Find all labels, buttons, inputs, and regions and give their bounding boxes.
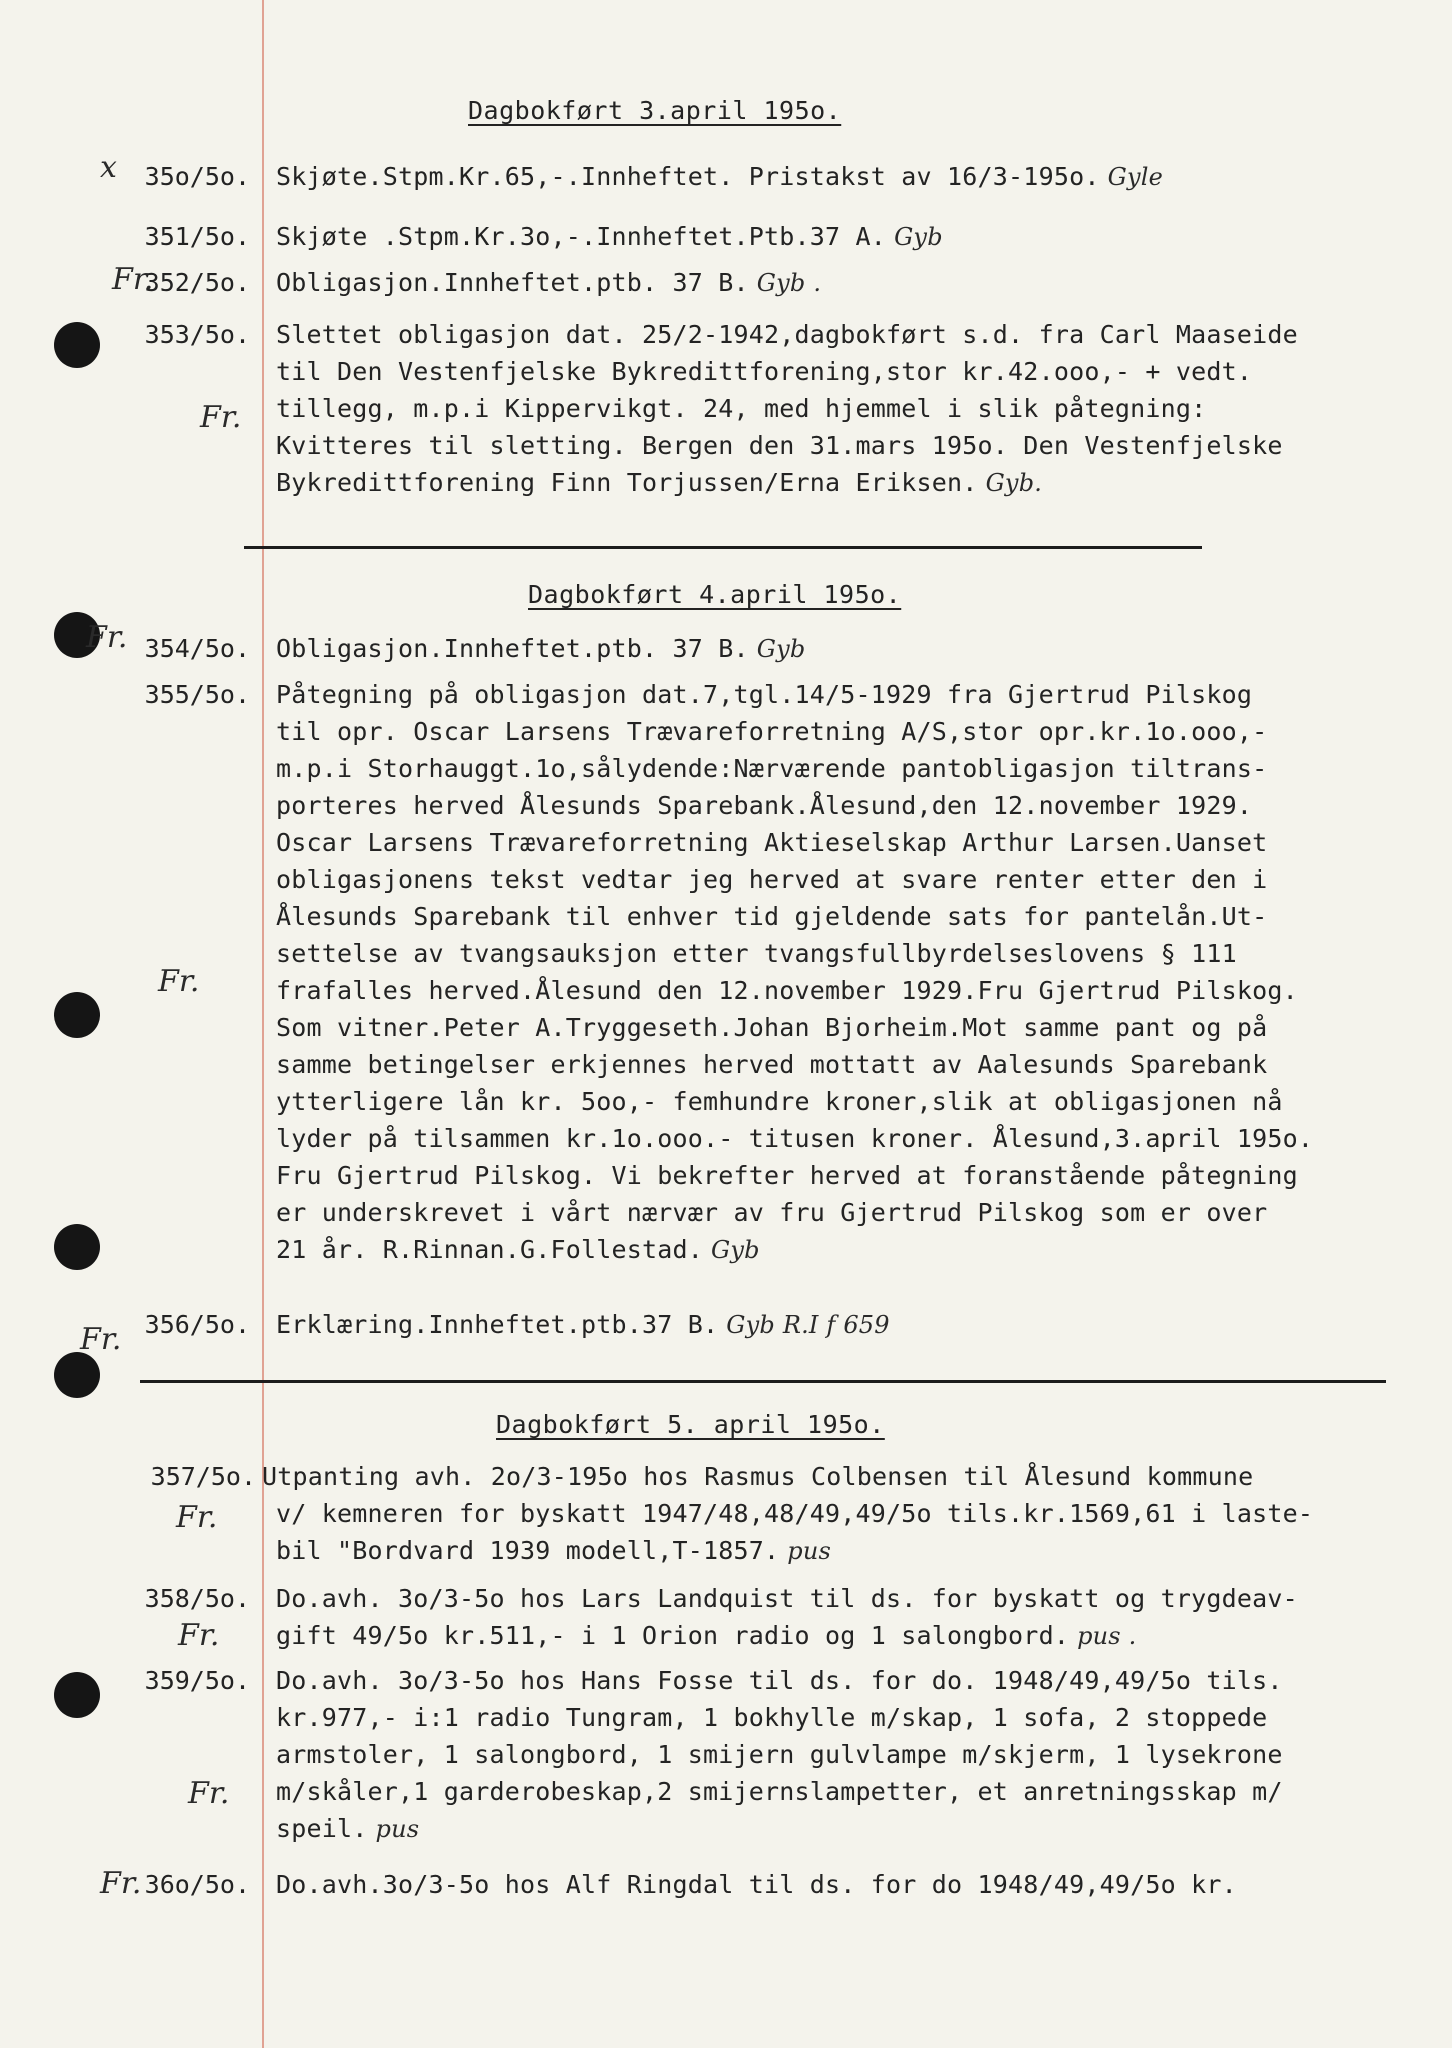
binder-hole <box>54 992 100 1038</box>
signature: Gyb <box>894 223 943 251</box>
entry-line: Bykredittforening Finn Torjussen/Erna Eriksen. Gyb. <box>276 468 1043 497</box>
entry-number: 35o/5o. <box>144 162 250 191</box>
signature: Gyb R.I f 659 <box>726 1311 890 1339</box>
entry-line: m/skåler,1 garderobeskap,2 smijernslampetter, et anretningsskap m/ <box>276 1777 1283 1806</box>
entry-line: Obligasjon.Innheftet.ptb. 37 B. Gyb . <box>276 268 822 297</box>
entry-line: er underskrevet i vårt nærvær av fru Gjertrud Pilskog som er over <box>276 1198 1268 1227</box>
entry-line: speil. pus <box>276 1814 420 1843</box>
signature: Gyb . <box>756 269 822 297</box>
signature: pus <box>787 1537 832 1565</box>
margin-note: Fr. <box>80 1322 122 1357</box>
signature: Gyb. <box>985 469 1043 497</box>
entry-line: Oscar Larsens Trævareforretning Aktieselskap Arthur Larsen.Uanset <box>276 828 1268 857</box>
section-heading: Dagbokført 5. april 195o. <box>496 1410 885 1439</box>
entry-line: tillegg, m.p.i Kippervikgt. 24, med hjemmel i slik påtegning: <box>276 394 1207 423</box>
entry-line: Fru Gjertrud Pilskog. Vi bekrefter herved at foranstående påtegning <box>276 1161 1298 1190</box>
entry-line: Ålesunds Sparebank til enhver tid gjeldende sats for pantelån.Ut- <box>276 902 1268 931</box>
section-heading: Dagbokført 3.april 195o. <box>468 96 842 125</box>
entry-line: Påtegning på obligasjon dat.7,tgl.14/5-1929 fra Gjertrud Pilskog <box>276 680 1253 709</box>
signature: pus <box>375 1815 420 1843</box>
entry-number: 352/5o. <box>144 268 250 297</box>
entry-line: frafalles herved.Ålesund den 12.november 1929.Fru Gjertrud Pilskog. <box>276 976 1298 1005</box>
entry-line: Slettet obligasjon dat. 25/2-1942,dagbokført s.d. fra Carl Maaseide <box>276 320 1298 349</box>
entry-line: Erklæring.Innheftet.ptb.37 B. Gyb R.I f 659 <box>276 1310 890 1339</box>
signature: Gyb <box>756 635 806 663</box>
entry-number: 355/5o. <box>144 680 250 709</box>
entry-line: armstoler, 1 salongbord, 1 smijern gulvlampe m/skjerm, 1 lysekrone <box>276 1740 1283 1769</box>
entry-number: 357/5o. <box>150 1462 256 1491</box>
entry-line: til opr. Oscar Larsens Trævareforretning A/S,stor opr.kr.1o.ooo,- <box>276 717 1268 746</box>
entry-line: v/ kemneren for byskatt 1947/48,48/49,49/5o tils.kr.1569,61 i laste- <box>276 1499 1314 1528</box>
entry-line: Obligasjon.Innheftet.ptb. 37 B. Gyb <box>276 634 806 663</box>
binder-hole <box>54 1352 100 1398</box>
entry-line: Kvitteres til sletting. Bergen den 31.mars 195o. Den Vestenfjelske <box>276 431 1283 460</box>
entry-number: 351/5o. <box>144 222 250 251</box>
entry-number: 359/5o. <box>144 1666 250 1695</box>
entry-line: Skjøte .Stpm.Kr.3o,-.Innheftet.Ptb.37 A. Gyb <box>276 222 943 251</box>
section-divider <box>140 1380 1386 1383</box>
margin-note: Fr. <box>158 964 200 999</box>
entry-line: til Den Vestenfjelske Bykredittforening,stor kr.42.ooo,- + vedt. <box>276 357 1253 386</box>
entry-number: 36o/5o. <box>144 1870 250 1899</box>
entry-line: settelse av tvangsauksjon etter tvangsfullbyrdelseslovens § 111 <box>276 939 1237 968</box>
entry-line: Do.avh. 3o/3-5o hos Lars Landquist til ds. for byskatt og trygdeav- <box>276 1584 1298 1613</box>
entry-line: Som vitner.Peter A.Tryggeseth.Johan Bjorheim.Mot samme pant og på <box>276 1013 1268 1042</box>
entry-line: gift 49/5o kr.511,- i 1 Orion radio og 1 salongbord. pus . <box>276 1621 1137 1650</box>
section-divider <box>244 546 1202 549</box>
signature: Gyle <box>1107 163 1163 191</box>
entry-line: Do.avh.3o/3-5o hos Alf Ringdal til ds. for do 1948/49,49/5o kr. <box>276 1870 1237 1899</box>
section-heading: Dagbokført 4.april 195o. <box>528 580 902 609</box>
entry-number: 356/5o. <box>144 1310 250 1339</box>
margin-line <box>262 0 264 2048</box>
entry-line: 21 år. R.Rinnan.G.Follestad. Gyb <box>276 1235 760 1264</box>
binder-hole <box>54 1224 100 1270</box>
entry-line: m.p.i Storhauggt.1o,sålydende:Nærværende pantobligasjon tiltrans- <box>276 754 1268 783</box>
entry-number: 354/5o. <box>144 634 250 663</box>
margin-note: Fr. <box>188 1776 230 1811</box>
margin-note: Fr. <box>200 400 242 435</box>
margin-note: Fr. <box>112 262 154 297</box>
entry-line: Utpanting avh. 2o/3-195o hos Rasmus Colbensen til Ålesund kommune <box>262 1462 1254 1491</box>
margin-note: x <box>100 150 117 185</box>
entry-line: kr.977,- i:1 radio Tungram, 1 bokhylle m/skap, 1 sofa, 2 stoppede <box>276 1703 1268 1732</box>
entry-number: 358/5o. <box>144 1584 250 1613</box>
entry-line: lyder på tilsammen kr.1o.ooo.- titusen kroner. Ålesund,3.april 195o. <box>276 1124 1314 1153</box>
entry-line: obligasjonens tekst vedtar jeg herved at svare renter etter den i <box>276 865 1268 894</box>
entry-line: samme betingelser erkjennes herved mottatt av Aalesunds Sparebank <box>276 1050 1268 1079</box>
signature: Gyb <box>711 1236 760 1264</box>
entry-number: 353/5o. <box>144 320 250 349</box>
margin-note: Fr. <box>86 620 128 655</box>
entry-line: Skjøte.Stpm.Kr.65,-.Innheftet. Pristakst av 16/3-195o. Gyle <box>276 162 1163 191</box>
entry-line: Do.avh. 3o/3-5o hos Hans Fosse til ds. for do. 1948/49,49/5o tils. <box>276 1666 1283 1695</box>
entry-line: bil "Bordvard 1939 modell,T-1857. pus <box>276 1536 832 1565</box>
margin-note: Fr. <box>176 1500 218 1535</box>
margin-note: Fr. <box>100 1866 142 1901</box>
entry-line: ytterligere lån kr. 5oo,- femhundre kroner,slik at obligasjonen nå <box>276 1087 1283 1116</box>
signature: pus . <box>1077 1622 1137 1650</box>
margin-note: Fr. <box>178 1618 220 1653</box>
entry-line: porteres herved Ålesunds Sparebank.Ålesund,den 12.november 1929. <box>276 791 1253 820</box>
